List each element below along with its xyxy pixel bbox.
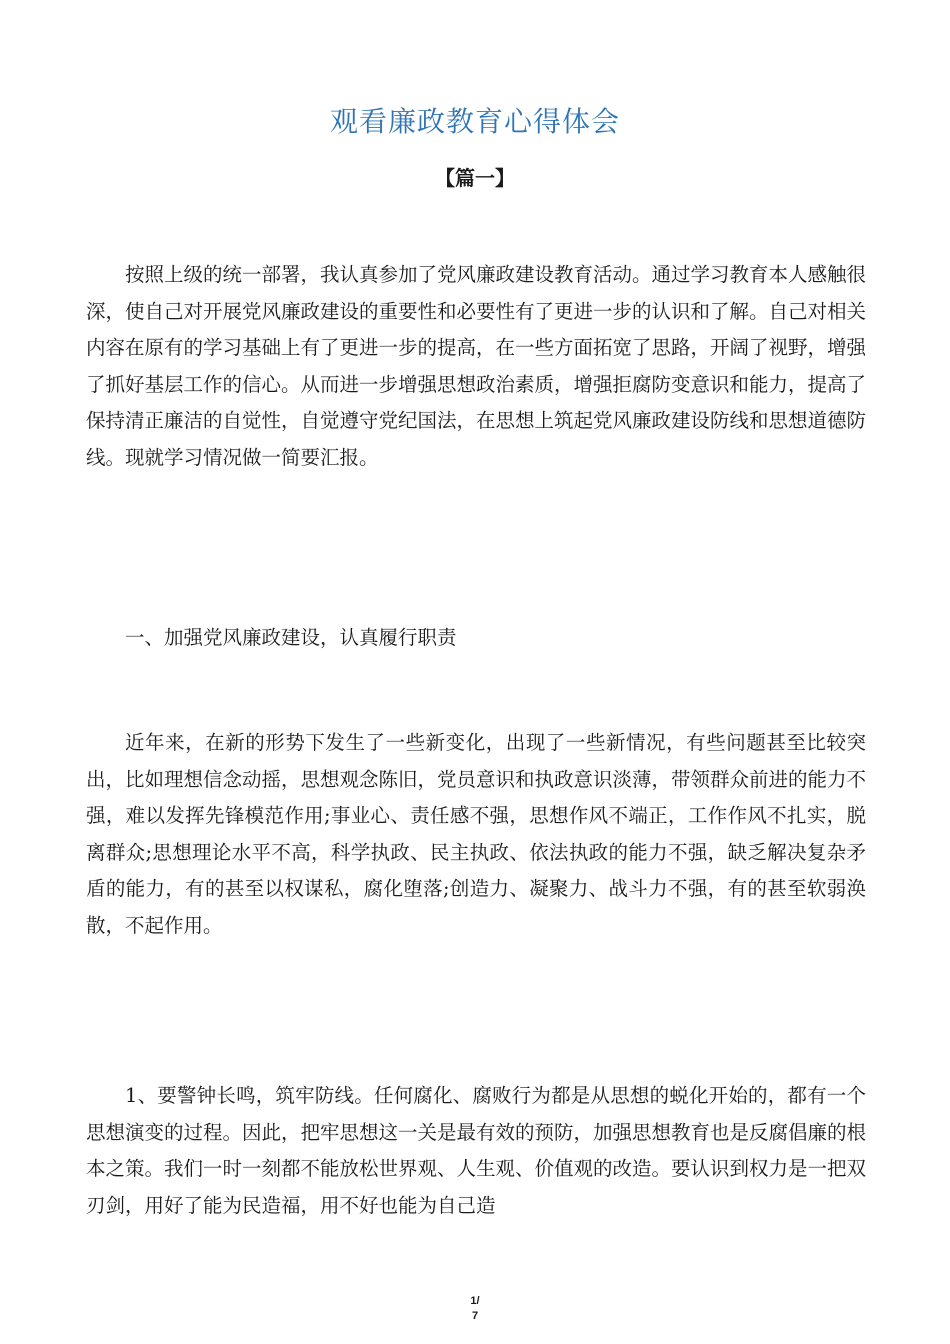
page-number-current: 1/	[470, 1295, 480, 1307]
paragraph-background: 近年来，在新的形势下发生了一些新变化，出现了一些新情况，有些问题甚至比较突出，比如理想信念动摇，思想观念陈旧，党员意识和执政意识淡薄，带领群众前进的能力不强，难以发挥先锋模范作用;事业心、责任感不强，思想作风不端正，工作作风不扎实，脱离群众;思想理论水平不高，科学执政、民主执政、依法执政的能力不强，缺乏解决复杂矛盾的能力，有的甚至以权谋私，腐化堕落;创造力、凝聚力、战斗力不强，有的甚至软弱涣散，不起作用。	[86, 731, 867, 937]
section-label: 【篇一】	[435, 166, 515, 190]
page-number	[0, 1294, 950, 1324]
page-number-total: 7	[471, 1310, 479, 1322]
section-heading: 一、加强党风廉政建设，认真履行职责	[125, 626, 457, 649]
paragraph-point-1: 1、要警钟长鸣，筑牢防线。任何腐化、腐败行为都是从思想的蜕化开始的，都有一个思想演变的过程。因此，把牢思想这一关是最有效的预防，加强思想教育也是反腐倡廉的根本之策。我们一时一刻都不能放松世界观、人生观、价值观的改造。要认识到权力是一把双刃剑，用好了能为民造福，用不好也能为自己造	[86, 1084, 867, 1217]
paragraph-intro: 按照上级的统一部署，我认真参加了党风廉政建设教育活动。通过学习教育本人感触很深，使自己对开展党风廉政建设的重要性和必要性有了更进一步的认识和了解。自己对相关内容在原有的学习基础上有了更进一步的提高，在一些方面拓宽了思路，开阔了视野，增强了抓好基层工作的信心。从而进一步增强思想政治素质，增强拒腐防变意识和能力，提高了保持清正廉洁的自觉性，自觉遵守党纪国法，在思想上筑起党风廉政建设防线和思想道德防线。现就学习情况做一简要汇报。	[86, 263, 867, 469]
document-title: 观看廉政教育心得体会	[329, 105, 620, 138]
